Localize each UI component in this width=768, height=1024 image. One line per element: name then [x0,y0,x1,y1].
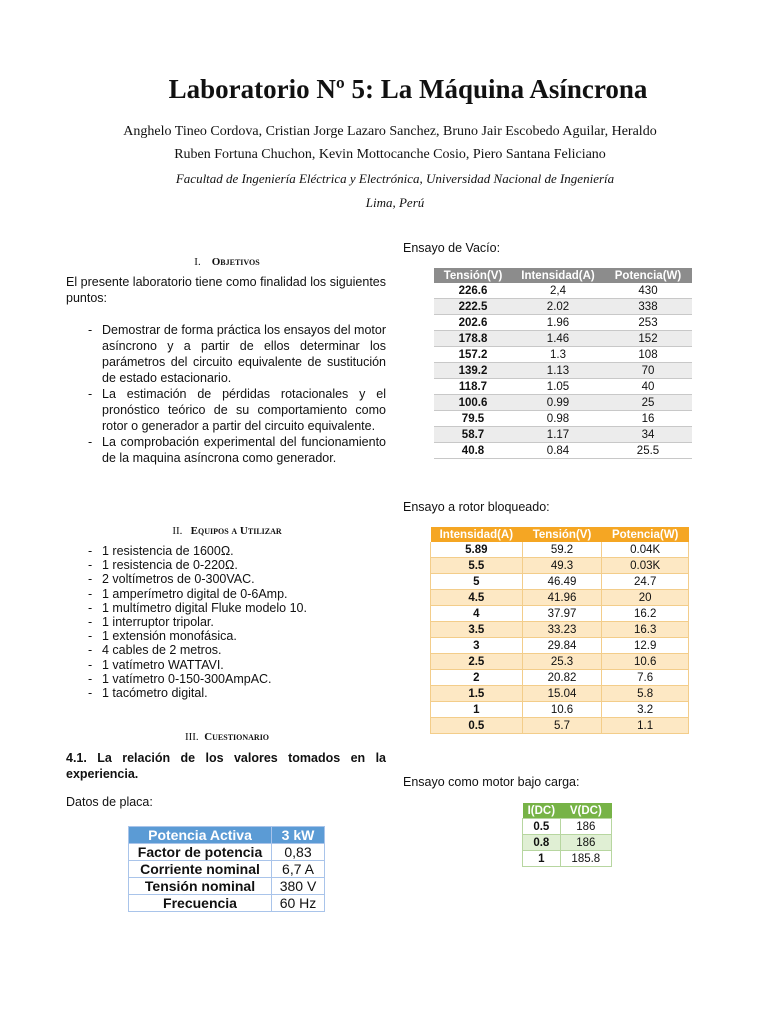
table-row [434,283,692,299]
objetivos-intro: El presente laboratorio tiene como finalidad los siguientes puntos: [66,275,386,305]
section-heading-cuestionario [62,731,392,743]
table-cell: 0.84 [512,443,604,459]
table-row [431,558,689,574]
table-cell: 3.5 [431,622,523,638]
list-item: - 1 resistencia de 1600Ω. [66,544,386,558]
table-row [434,347,692,363]
table-cell: 152 [604,331,692,347]
table-cell: 25.3 [522,654,602,670]
table-cell: 1 [431,702,523,718]
table-cell: Factor de potencia [129,844,272,861]
table-cell: 1.46 [512,331,604,347]
table-row [431,718,689,734]
table-cell: 59.2 [522,542,602,558]
table-cell: Potencia Activa [129,827,272,844]
table-cell: 70 [604,363,692,379]
table-cell: 1.05 [512,379,604,395]
table-cell: 108 [604,347,692,363]
table-cell: 139.2 [434,363,512,379]
table-cell: 202.6 [434,315,512,331]
bloqueado-table [430,527,689,734]
table-cell: 25.5 [604,443,692,459]
table-cell: 5.7 [522,718,602,734]
list-item: - Demostrar de forma práctica los ensayos del motor asíncrono y a partir de ellos determinar los parámetros del circuito equivalente de sustitución de estado estacionario. [66,322,386,386]
table-header-row [523,803,612,819]
table-cell: 1.13 [512,363,604,379]
table-row [431,590,689,606]
table-row [431,542,689,558]
plate-data-table [128,826,325,912]
table-row [434,427,692,443]
section-number: III. [184,731,199,743]
table-cell: 5 [431,574,523,590]
table-row [434,411,692,427]
table-cell: Tensión nominal [129,878,272,895]
table-cell: 1.96 [512,315,604,331]
column-header: Potencia(W) [602,527,689,542]
table-cell: 3.2 [602,702,689,718]
table-row [523,835,612,851]
column-header: V(DC) [560,803,611,819]
table-cell: 15.04 [522,686,602,702]
table-cell: Frecuencia [129,895,272,912]
table-cell: 20 [602,590,689,606]
table-cell: Corriente nominal [129,861,272,878]
table-row [129,861,325,878]
table-cell: 49.3 [522,558,602,574]
carga-table [522,803,612,867]
table-header-row [434,268,692,283]
column-header: Potencia(W) [604,268,692,283]
table-cell: 1.5 [431,686,523,702]
table-cell: 4.5 [431,590,523,606]
table-cell: 430 [604,283,692,299]
table-cell: 0.8 [523,835,561,851]
table-cell: 4 [431,606,523,622]
datos-placa-label: Datos de placa: [66,795,153,809]
table-row [431,686,689,702]
table-cell: 1.17 [512,427,604,443]
table-row [434,443,692,459]
table-cell: 338 [604,299,692,315]
table-cell: 0.5 [431,718,523,734]
table-row [129,827,325,844]
table-cell: 40 [604,379,692,395]
table-row [431,606,689,622]
affiliation: Facultad de Ingeniería Eléctrica y Electrónica, Universidad Nacional de Ingeniería [175,171,615,186]
column-header: Tensión(V) [434,268,512,283]
table-cell: 16.2 [602,606,689,622]
table-cell: 226.6 [434,283,512,299]
table-cell: 253 [604,315,692,331]
table-row [431,702,689,718]
list-item: - 1 resistencia de 0-220Ω. [66,558,386,572]
table-cell: 25 [604,395,692,411]
section-number: I. [194,256,201,268]
list-item: - La estimación de pérdidas rotacionales y el pronóstico teórico de su comportamiento como rotor o generador a partir del circuito equivalente. [66,386,386,434]
table-cell: 186 [560,835,611,851]
table-cell: 10.6 [602,654,689,670]
table-row [129,844,325,861]
ensayo-vacio-label: Ensayo de Vacío: [403,241,501,255]
section-title: Cuestionario [204,731,270,743]
table-cell: 6,7 A [272,861,325,878]
table-cell: 46.49 [522,574,602,590]
list-item: - 1 vatímetro WATTAVI. [66,658,386,672]
section-title: Equipos a Utilizar [190,525,282,537]
table-cell: 157.2 [434,347,512,363]
table-cell: 185.8 [560,851,611,867]
vacio-table [434,268,692,459]
list-item: - La comprobación experimental del funcionamiento de la maquina asíncrona como generador. [66,434,386,466]
table-cell: 3 [431,638,523,654]
table-cell: 1.3 [512,347,604,363]
list-item: - 1 tacómetro digital. [66,686,386,700]
list-item: - 1 amperímetro digital de 0-6Amp. [66,587,386,601]
table-cell: 186 [560,819,611,835]
table-cell: 1.1 [602,718,689,734]
list-item: - 1 vatímetro 0-150-300AmpAC. [66,672,386,686]
location: Lima, Perú [365,195,425,210]
list-item: - 1 interruptor tripolar. [66,615,386,629]
table-cell: 58.7 [434,427,512,443]
table-cell: 20.82 [522,670,602,686]
question-4-1: 4.1. La relación de los valores tomados en la experiencia. [66,751,386,781]
table-cell: 41.96 [522,590,602,606]
equipos-list [66,544,386,700]
table-row [434,331,692,347]
table-cell: 29.84 [522,638,602,654]
table-cell: 0,83 [272,844,325,861]
table-cell: 2 [431,670,523,686]
table-cell: 40.8 [434,443,512,459]
authors-line-1: Anghelo Tineo Cordova, Cristian Jorge Lazaro Sanchez, Bruno Jair Escobedo Aguilar, Heraldo [123,124,657,139]
table-cell: 37.97 [522,606,602,622]
table-row [434,379,692,395]
table-cell: 12.9 [602,638,689,654]
section-heading-objetivos [62,256,392,268]
ensayo-bloqueado-label: Ensayo a rotor bloqueado: [403,500,550,514]
table-row [434,299,692,315]
table-cell: 33.23 [522,622,602,638]
table-cell: 0.98 [512,411,604,427]
section-title: Objetivos [211,256,260,268]
table-row [434,363,692,379]
table-cell: 2,4 [512,283,604,299]
table-cell: 0.03K [602,558,689,574]
table-cell: 1 [523,851,561,867]
table-cell: 0.5 [523,819,561,835]
authors-line-2: Ruben Fortuna Chuchon, Kevin Mottocanche Cosio, Piero Santana Feliciano [174,147,606,162]
table-row [434,315,692,331]
table-cell: 34 [604,427,692,443]
table-row [431,622,689,638]
table-cell: 16 [604,411,692,427]
table-cell: 5.89 [431,542,523,558]
paper-title: Laboratorio Nº 5: La Máquina Asíncrona [168,74,648,104]
objetivos-list [66,322,386,466]
table-row [523,851,612,867]
column-header: Intensidad(A) [431,527,523,542]
ensayo-carga-label: Ensayo como motor bajo carga: [403,775,580,789]
table-row [523,819,612,835]
table-cell: 0.99 [512,395,604,411]
column-header: I(DC) [523,803,561,819]
table-row [434,395,692,411]
table-row [431,638,689,654]
table-cell: 60 Hz [272,895,325,912]
table-cell: 222.5 [434,299,512,315]
table-row [431,654,689,670]
table-cell: 3 kW [272,827,325,844]
table-cell: 79.5 [434,411,512,427]
table-row [431,670,689,686]
table-cell: 10.6 [522,702,602,718]
section-number: II. [172,525,183,537]
table-cell: 2.02 [512,299,604,315]
section-heading-equipos [62,525,392,537]
table-cell: 24.7 [602,574,689,590]
table-cell: 5.8 [602,686,689,702]
table-cell: 7.6 [602,670,689,686]
table-cell: 380 V [272,878,325,895]
list-item: - 2 voltímetros de 0-300VAC. [66,572,386,586]
table-cell: 2.5 [431,654,523,670]
list-item: - 4 cables de 2 metros. [66,643,386,657]
table-cell: 178.8 [434,331,512,347]
table-header-row [431,527,689,542]
table-cell: 5.5 [431,558,523,574]
table-cell: 100.6 [434,395,512,411]
list-item: - 1 extensión monofásica. [66,629,386,643]
table-row [129,878,325,895]
table-cell: 118.7 [434,379,512,395]
table-cell: 16.3 [602,622,689,638]
table-row [431,574,689,590]
column-header: Intensidad(A) [512,268,604,283]
list-item: - 1 multímetro digital Fluke modelo 10. [66,601,386,615]
table-row [129,895,325,912]
column-header: Tensión(V) [522,527,602,542]
table-cell: 0.04K [602,542,689,558]
